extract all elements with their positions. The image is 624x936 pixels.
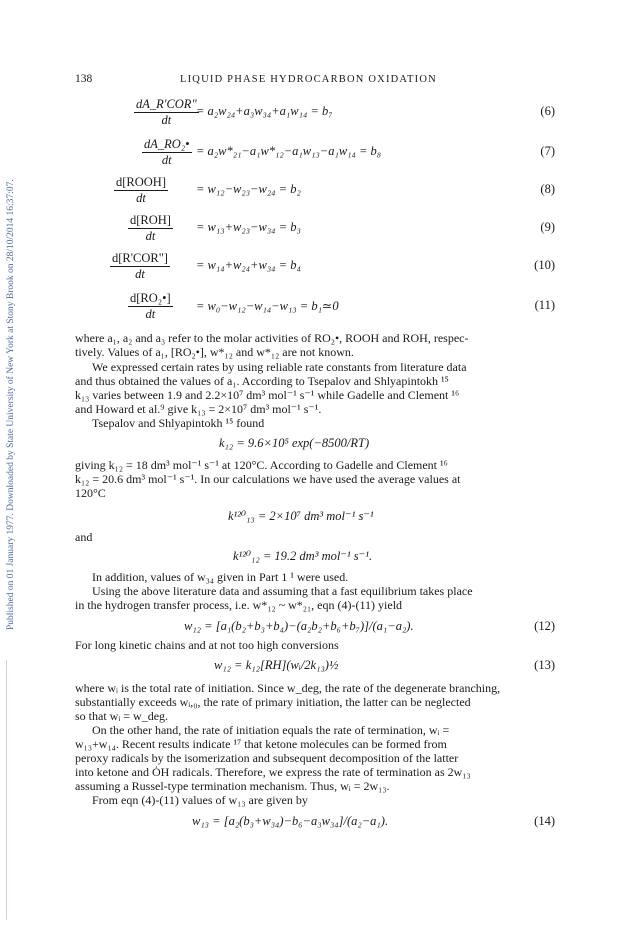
eq8-denominator: dt	[136, 191, 146, 205]
margin-rule	[6, 660, 7, 920]
paragraph-line: We expressed certain rates by using reliable rate constants from literature data	[92, 360, 467, 374]
paragraph-line: w₁₃+w₁₄. Recent results indicate ¹⁷ that ketone molecules can be formed from	[75, 737, 447, 751]
eq7-rhs: = a₂w*₂₁−a₁w*₁₂−a₁w₁₃−a₁w₁₄ = b₈	[196, 144, 382, 158]
equation-k12-arrhenius: k₁₂ = 9.6×10⁵ exp(−8500/RT)	[219, 436, 370, 450]
paragraph-line: For long kinetic chains and at not too high conversions	[75, 638, 339, 652]
paragraph-line: in the hydrogen transfer process, i.e. w*₁₂ ~ w*₂₁, eqn (4)-(11) yield	[75, 598, 403, 612]
paragraph-line: and Howard et al.⁹ give k₁₃ = 2×10⁷ dm³ mol⁻¹ s⁻¹.	[75, 402, 322, 416]
page-number: 138	[75, 73, 93, 85]
paragraph-line: where wᵢ is the total rate of initiation. Since w_deg, the rate of the degenerate branching,	[75, 681, 501, 695]
paragraph-line: On the other hand, the rate of initiation equals the rate of termination, wᵢ =	[92, 723, 450, 737]
paragraph-line: Using the above literature data and assuming that a fast equilibrium takes place	[92, 584, 473, 598]
eq7-number: (7)	[540, 144, 555, 158]
paragraph-line: into ketone and ȮH radicals. Therefore, we express the rate of termination as 2w₁₃	[75, 765, 471, 779]
equation-14: w₁₃ = [a₂(b₃+w₃₄)−b₆−a₃w₃₄]/(a₂−a₁).	[192, 814, 389, 828]
eq7-denominator: dt	[161, 153, 172, 167]
eq9-fraction	[128, 212, 173, 244]
paragraph-line: assuming a Russel-type termination mechanism. Thus, wᵢ = 2w₁₃.	[75, 779, 390, 793]
paragraph-line: and thus obtained the values of a₁. According to Tsepalov and Shlyapintokh ¹⁵	[75, 374, 449, 388]
paragraph-line: k₁₂ = 20.6 dm³ mol⁻¹ s⁻¹. In our calculations we have used the average values at	[75, 472, 461, 486]
eq9-number: (9)	[540, 220, 555, 234]
eq12-number: (12)	[534, 619, 555, 633]
paragraph-line: 120°C	[75, 486, 106, 500]
eq9-denominator: dt	[145, 229, 156, 243]
eq6-fraction	[134, 96, 199, 128]
paragraph-line: In addition, values of w₃₄ given in Part 1 ¹ were used.	[92, 570, 349, 584]
eq11-numerator: d[RO₂•]	[130, 291, 171, 305]
eq6-number: (6)	[540, 104, 555, 118]
equation-13: w₁₂ = k₁₂[RH](wᵢ/2k₁₃)½	[214, 658, 339, 672]
equation-12: w₁₂ = [a₁(b₂+b₃+b₄)−(a₂b₂+b₆+b₇)]/(a₁−a₂).	[184, 619, 414, 633]
paragraph-line: substantially exceeds wᵢ,₀, the rate of primary initiation, the latter can be neglected	[75, 695, 471, 709]
eq10-denominator: dt	[135, 267, 145, 281]
running-head: LIQUID PHASE HYDROCARBON OXIDATION	[180, 74, 437, 85]
paragraph-line: giving k₁₂ = 18 dm³ mol⁻¹ s⁻¹ at 120°C. According to Gadelle and Clement ¹⁶	[75, 458, 448, 472]
eq8-rhs: = w₁₂−w₂₃−w₂₄ = b₂	[196, 182, 301, 196]
download-watermark-text: Published on 01 January 1977. Downloaded by State University of New York at Stony Brook on 28/10/2014 16:37:07.	[6, 179, 16, 630]
eq6-rhs: = a₂w₂₄+a₃w₃₄+a₁w₁₄ = b₇	[196, 104, 333, 118]
eq7-numerator: dA_RO₂•	[144, 137, 190, 151]
eq11-denominator: dt	[145, 307, 156, 321]
eq13-number: (13)	[534, 658, 555, 672]
eq10-rhs: = w₁₄+w₂₄+w₃₄ = b₄	[196, 258, 301, 272]
eq14-number: (14)	[534, 814, 555, 828]
equation-9	[100, 212, 555, 248]
eq9-numerator: d[ROH]	[130, 213, 171, 227]
equation-8	[100, 174, 555, 210]
download-watermark	[6, 70, 20, 630]
equation-6	[100, 96, 555, 132]
eq6-numerator: dA_R'COR"	[136, 97, 197, 111]
eq6-denominator: dt	[161, 113, 172, 127]
eq8-fraction	[114, 174, 168, 206]
paragraph-line: peroxy radicals by the isomerization and subsequent decomposition of the latter	[75, 751, 459, 765]
eq9-rhs: = w₁₃+w₂₃−w₃₄ = b₃	[196, 220, 301, 234]
paragraph-line: so that wᵢ = w_deg.	[75, 709, 169, 723]
paragraph-line: and	[75, 530, 93, 544]
paragraph-line: where a₁, a₂ and a₃ refer to the molar activities of RO₂•, ROOH and ROH, respec-	[75, 331, 469, 345]
eq8-number: (8)	[540, 182, 555, 196]
eq11-fraction	[128, 290, 173, 322]
equation-10	[100, 250, 555, 286]
paragraph-line: Tsepalov and Shlyapintokh ¹⁵ found	[92, 416, 265, 430]
eq11-number: (11)	[534, 298, 555, 312]
eq11-rhs: = w₀−w₁₂−w₁₄−w₁₃ = b₁≃0	[196, 299, 339, 313]
paragraph-line: tively. Values of a₁, [RO₂•], w*₁₂ and w*₁₂ are not known.	[75, 345, 354, 359]
equation-k13-120: k¹²⁰₁₃ = 2×10⁷ dm³ mol⁻¹ s⁻¹	[228, 509, 374, 523]
equation-11	[100, 290, 555, 326]
eq10-fraction	[110, 250, 170, 282]
equation-7	[100, 136, 555, 172]
eq8-numerator: d[ROOH]	[116, 175, 166, 189]
eq10-numerator: d[R'COR"]	[112, 251, 168, 265]
eq7-fraction	[142, 136, 192, 168]
paragraph-line: k₁₃ varies between 1.9 and 2.2×10⁷ dm³ mol⁻¹ s⁻¹ while Gadelle and Clement ¹⁶	[75, 388, 460, 402]
equation-k12-120: k¹²⁰₁₂ = 19.2 dm³ mol⁻¹ s⁻¹.	[233, 549, 373, 563]
paragraph-line: From eqn (4)-(11) values of w₁₃ are given by	[92, 793, 308, 807]
eq10-number: (10)	[534, 258, 555, 272]
